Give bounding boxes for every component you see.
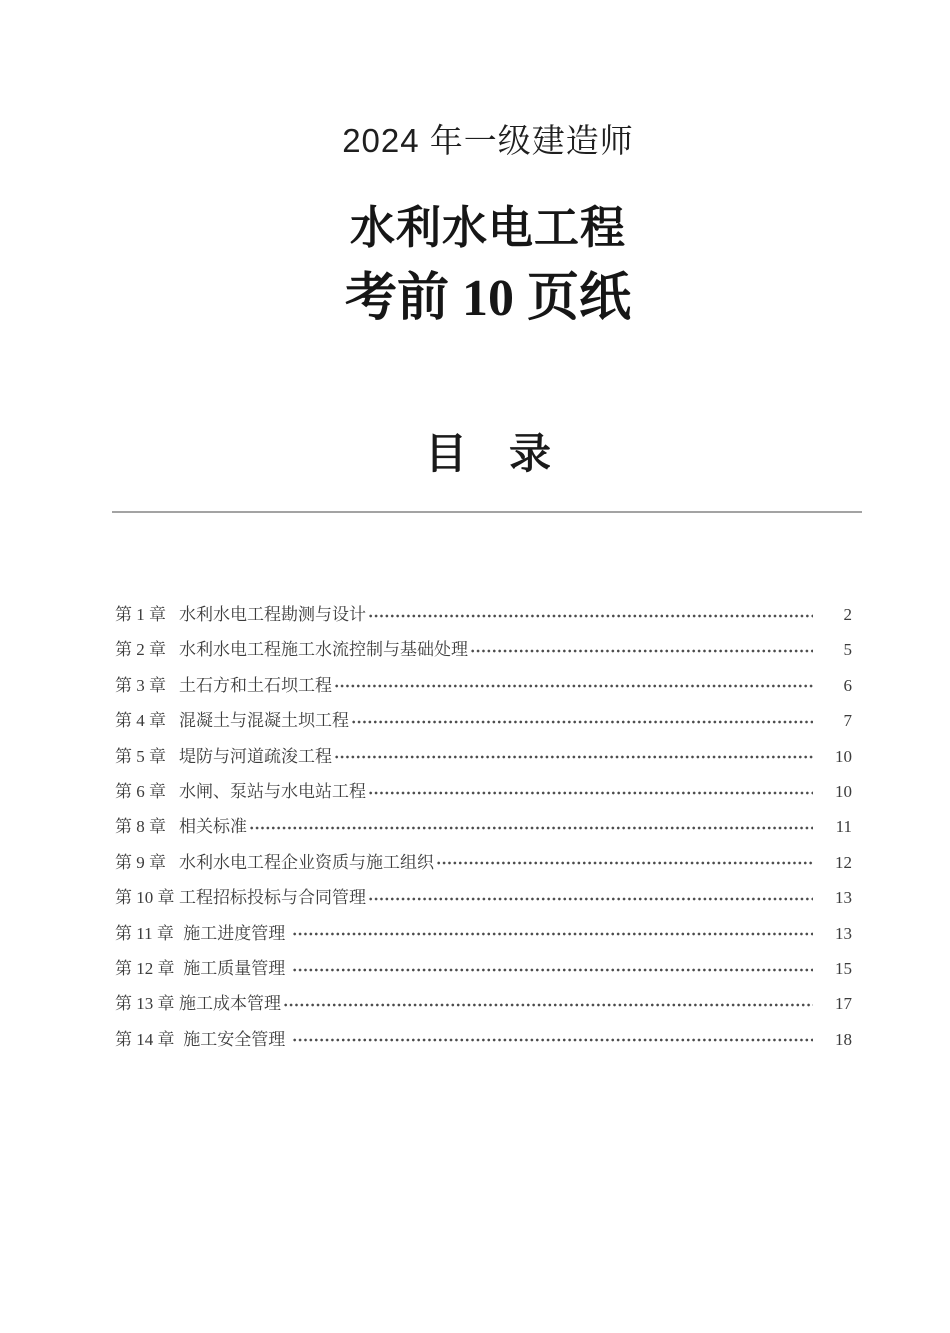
toc-dot-leader bbox=[249, 824, 813, 832]
toc-dot-leader bbox=[368, 612, 813, 620]
toc-entry-title: 施工成本管理 bbox=[179, 994, 281, 1014]
toc-chapter-label: 第 4 章 bbox=[115, 711, 166, 731]
toc-entry-title: 水利水电工程施工水流控制与基础处理 bbox=[179, 640, 468, 660]
title-block bbox=[26, 124, 950, 478]
toc-chapter-label: 第 8 章 bbox=[115, 817, 166, 837]
toc-entry-title: 土石方和土石坝工程 bbox=[179, 675, 332, 695]
toc-entry-title: 堤防与河道疏浚工程 bbox=[179, 746, 332, 766]
toc-entry[interactable] bbox=[115, 951, 852, 986]
toc-dot-leader bbox=[470, 647, 813, 655]
toc-page-number: 17 bbox=[835, 994, 852, 1014]
toc-page-number: 18 bbox=[835, 1029, 852, 1049]
toc-page-number: 6 bbox=[843, 675, 852, 695]
toc-heading: 目 录 bbox=[424, 432, 551, 478]
toc-dot-leader bbox=[283, 1001, 813, 1009]
toc-entry[interactable] bbox=[115, 1022, 852, 1057]
toc-entry-title: 施工安全管理 bbox=[179, 1029, 290, 1049]
toc-entry-title: 施工进度管理 bbox=[179, 923, 290, 943]
toc-entry-title: 水利水电工程勘测与设计 bbox=[179, 605, 366, 624]
toc-entry[interactable] bbox=[115, 597, 852, 632]
toc-list bbox=[115, 597, 852, 1057]
toc-page-number: 11 bbox=[835, 817, 852, 837]
doc-subject-title: 水利水电工程 bbox=[349, 202, 626, 253]
toc-chapter-label: 第 13 章 bbox=[115, 994, 175, 1014]
toc-page-number: 12 bbox=[835, 852, 852, 872]
toc-dot-leader bbox=[436, 859, 813, 867]
toc-entry[interactable] bbox=[115, 703, 852, 738]
toc-page-number: 10 bbox=[835, 746, 852, 766]
toc-entry[interactable] bbox=[115, 632, 852, 667]
toc-entry-title: 施工质量管理 bbox=[179, 958, 290, 978]
toc-chapter-label: 第 14 章 bbox=[115, 1029, 175, 1049]
toc-page-number: 13 bbox=[835, 888, 852, 908]
toc-dot-leader bbox=[334, 753, 813, 761]
toc-entry[interactable] bbox=[115, 916, 852, 951]
toc-entry[interactable] bbox=[115, 668, 852, 703]
toc-chapter-label: 第 5 章 bbox=[115, 746, 166, 766]
toc-page-number: 2 bbox=[843, 605, 852, 624]
toc-chapter-label: 第 12 章 bbox=[115, 958, 175, 978]
toc-entry-title: 工程招标投标与合同管理 bbox=[179, 888, 366, 908]
toc-chapter-label: 第 11 章 bbox=[115, 923, 174, 943]
toc-entry[interactable] bbox=[115, 774, 852, 809]
toc-dot-leader bbox=[292, 966, 814, 974]
toc-entry-title: 相关标准 bbox=[179, 817, 247, 837]
toc-chapter-label: 第 9 章 bbox=[115, 852, 166, 872]
toc-entry-title: 水闸、泵站与水电站工程 bbox=[179, 781, 366, 801]
toc-page-number: 15 bbox=[835, 958, 852, 978]
toc-entry[interactable] bbox=[115, 809, 852, 844]
toc-chapter-label: 第 1 章 bbox=[115, 605, 166, 624]
toc-page-number: 13 bbox=[835, 923, 852, 943]
toc-page-number: 5 bbox=[843, 640, 852, 660]
toc-page-number: 10 bbox=[835, 781, 852, 801]
toc-dot-leader bbox=[368, 789, 813, 797]
toc-dot-leader bbox=[292, 1036, 814, 1044]
toc-chapter-label: 第 3 章 bbox=[115, 675, 166, 695]
toc-chapter-label: 第 6 章 bbox=[115, 781, 166, 801]
toc-dot-leader bbox=[368, 895, 813, 903]
toc-dot-leader bbox=[334, 682, 813, 690]
doc-series-title: 2024 年一级建造师 bbox=[342, 122, 634, 159]
toc-chapter-label: 第 10 章 bbox=[115, 888, 175, 908]
toc-entry[interactable] bbox=[115, 880, 852, 915]
toc-entry-title: 水利水电工程企业资质与施工组织 bbox=[179, 852, 434, 872]
doc-main-title: 考前 10 页纸 bbox=[344, 270, 631, 327]
toc-chapter-label: 第 2 章 bbox=[115, 640, 166, 660]
toc-entry[interactable] bbox=[115, 986, 852, 1021]
toc-dot-leader bbox=[351, 718, 813, 726]
toc-dot-leader bbox=[292, 930, 814, 938]
toc-entry[interactable] bbox=[115, 845, 852, 880]
toc-entry[interactable] bbox=[115, 739, 852, 774]
toc-entry-title: 混凝土与混凝土坝工程 bbox=[179, 711, 349, 731]
divider-rule bbox=[112, 511, 862, 513]
toc-page-number: 7 bbox=[843, 711, 852, 731]
